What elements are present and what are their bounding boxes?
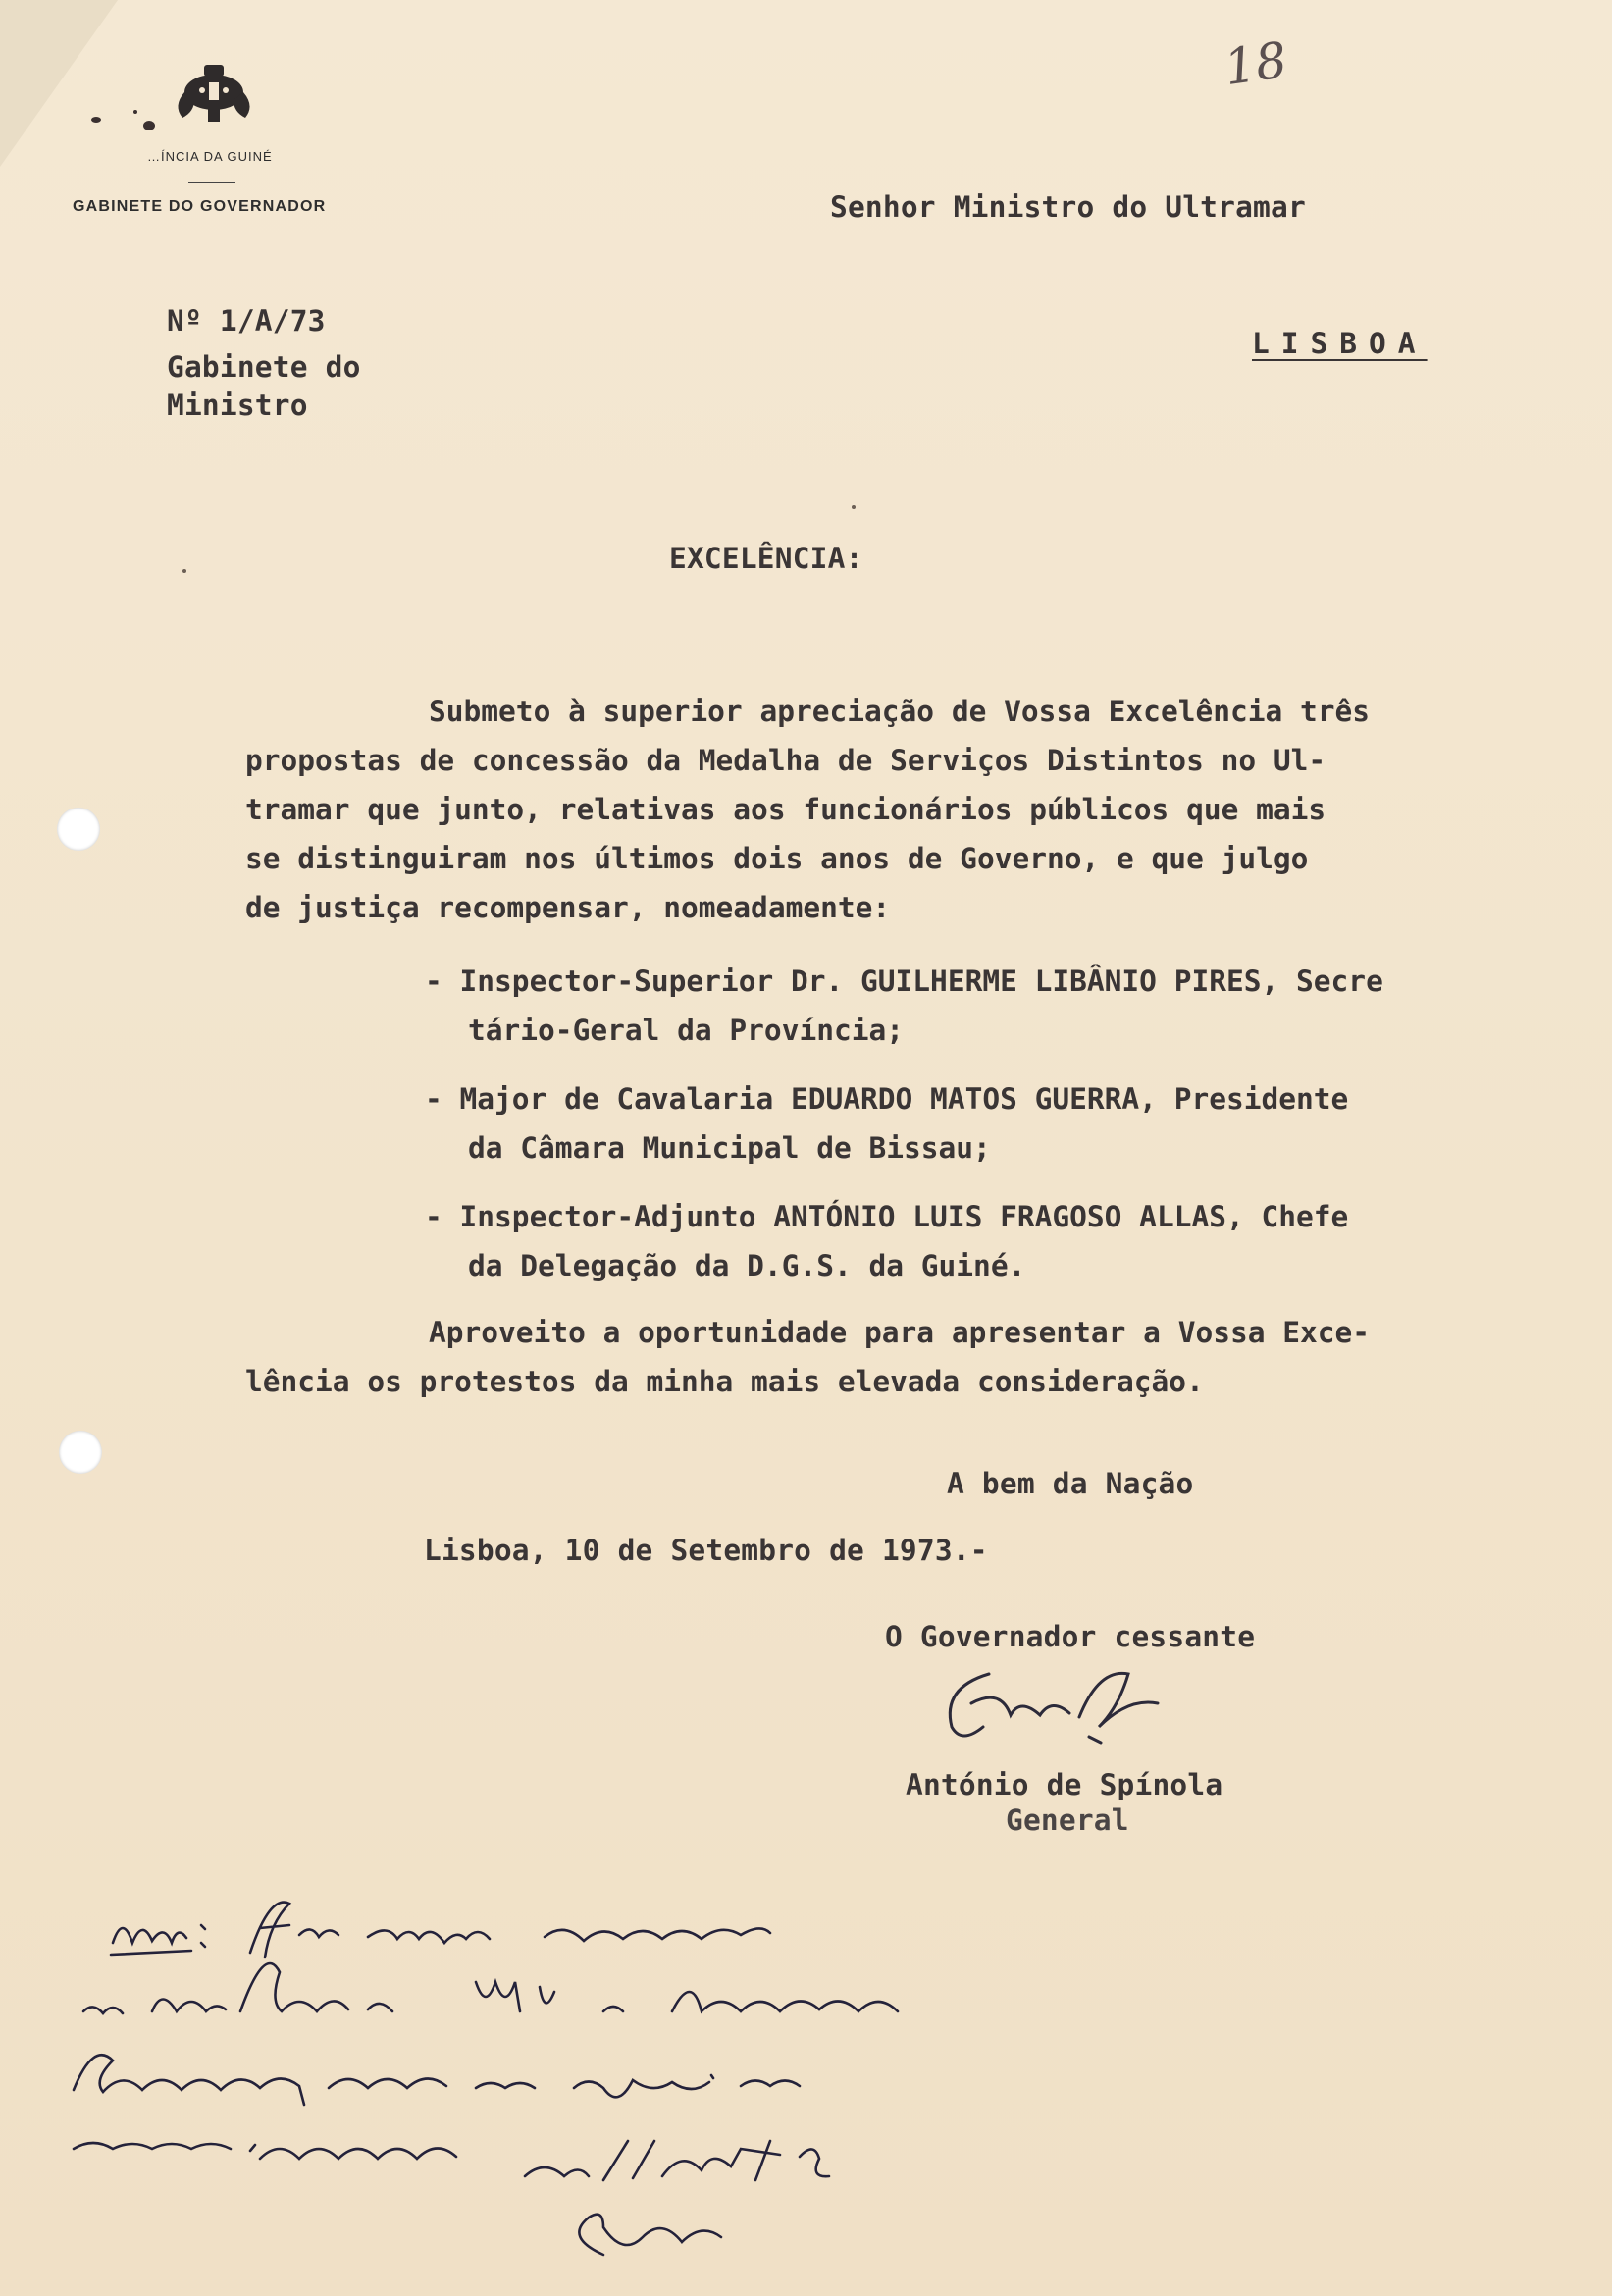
intro-line: Submeto à superior apreciação de Vossa Excelência três <box>429 695 1371 728</box>
signatory-role: O Governador cessante <box>885 1620 1256 1653</box>
intro-line: tramar que junto, relativas aos funcionários públicos que mais <box>245 793 1326 826</box>
closing-line: Aproveito a oportunidade para apresentar a Vossa Exce- <box>429 1316 1371 1349</box>
punch-hole <box>57 808 100 851</box>
signature-icon <box>932 1658 1217 1766</box>
motto: A bem da Nação <box>947 1467 1194 1500</box>
place-date: Lisboa, 10 de Setembro de 1973.- <box>424 1534 988 1567</box>
nominee-line: - Inspector-Superior Dr. GUILHERME LIBÂNIO PIRES, Secre <box>425 965 1383 998</box>
nominee-list <box>245 1074 1531 1173</box>
reference-office-line2: Ministro <box>167 389 308 422</box>
signatory-name: António de Spínola <box>906 1768 1223 1801</box>
paper-speck <box>852 505 856 509</box>
signatory-rank: General <box>1006 1803 1129 1837</box>
salutation: EXCELÊNCIA: <box>669 542 863 575</box>
nominee-line: - Inspector-Adjunto ANTÓNIO LUIS FRAGOSO ALLAS, Chefe <box>425 1200 1349 1233</box>
closing-line: lência os protestos da minha mais elevada consideração. <box>245 1365 1204 1398</box>
addressee-line: Senhor Ministro do Ultramar <box>830 190 1306 224</box>
office-label: GABINETE DO GOVERNADOR <box>73 198 327 215</box>
nominee-line: da Delegação da D.G.S. da Guiné. <box>468 1249 1026 1282</box>
province-label: …ÍNCIA DA GUINÉ <box>147 149 273 164</box>
folio-number: 18 <box>1221 30 1291 97</box>
nominee-list <box>245 1192 1531 1290</box>
nominee-line: da Câmara Municipal de Bissau; <box>468 1131 991 1165</box>
punch-hole <box>59 1431 102 1474</box>
intro-paragraph <box>245 687 1531 932</box>
nominee-line: - Major de Cavalaria EDUARDO MATOS GUERRA, Presidente <box>425 1082 1349 1116</box>
intro-line: propostas de concessão da Medalha de Serviços Distintos no Ul- <box>245 744 1326 777</box>
intro-line: de justiça recompensar, nomeadamente: <box>245 891 891 924</box>
nominee-list <box>245 957 1531 1055</box>
addressee-city: LISBOA <box>1252 327 1428 360</box>
nominee-line: tário-Geral da Província; <box>468 1014 905 1047</box>
handwritten-note <box>54 1864 937 2276</box>
coat-of-arms-icon <box>165 57 263 126</box>
intro-line: se distinguiram nos últimos dois anos de Governo, e que julgo <box>245 842 1309 875</box>
reference-office-line1: Gabinete do <box>167 350 361 384</box>
letterhead-divider <box>188 182 235 183</box>
smudge-marks <box>88 106 167 145</box>
reference-number: Nº 1/A/73 <box>167 304 326 338</box>
paper-speck <box>182 569 186 573</box>
closing-paragraph <box>245 1308 1531 1406</box>
